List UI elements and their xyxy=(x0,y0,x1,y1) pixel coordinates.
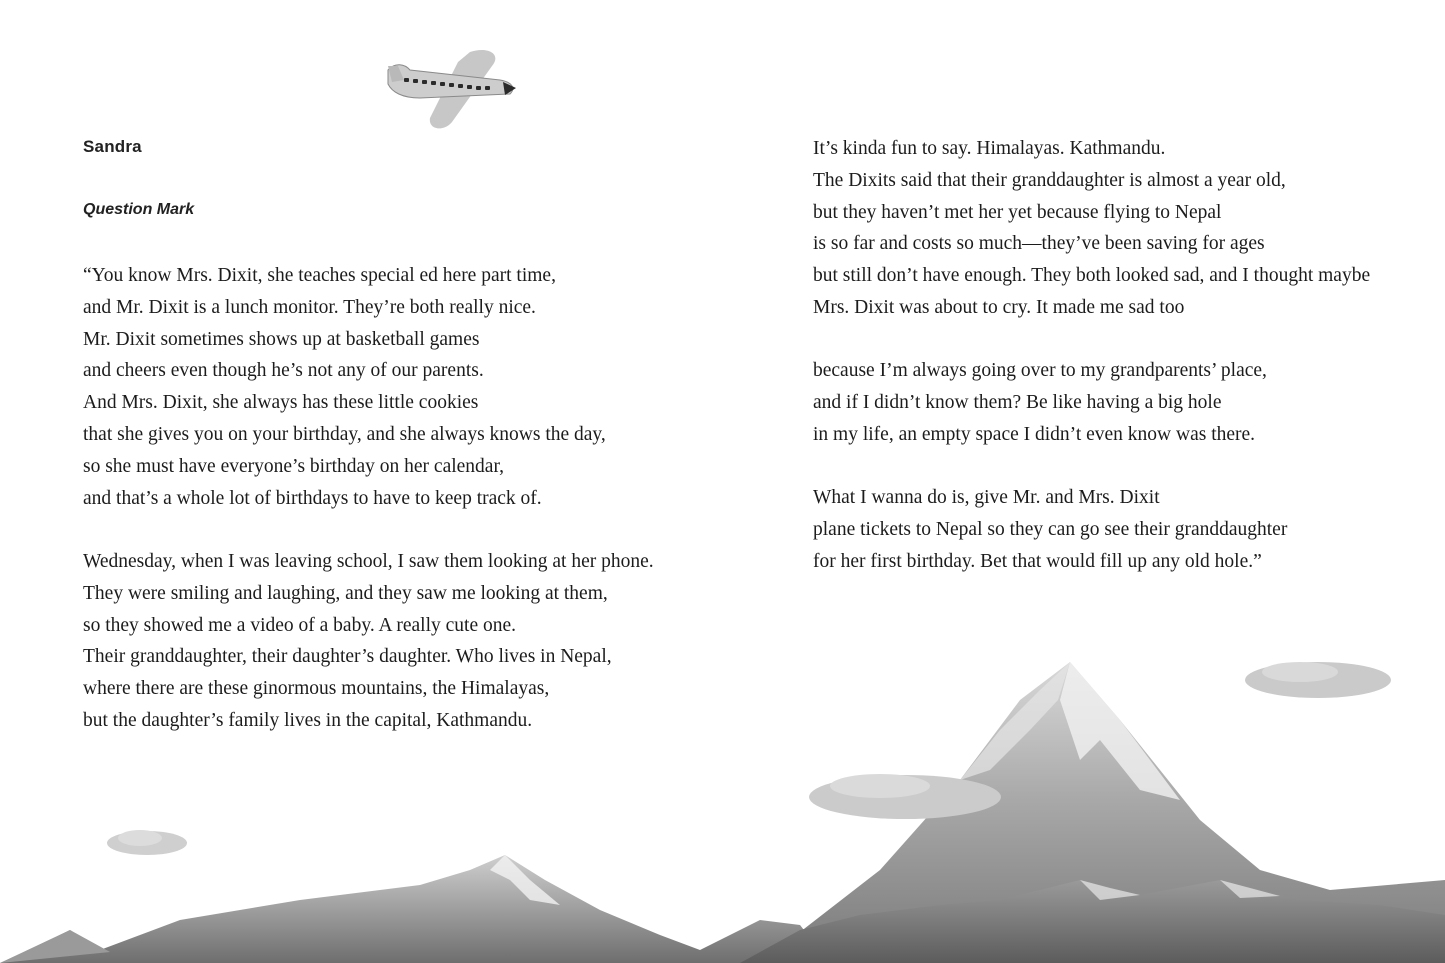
cloud xyxy=(107,830,187,855)
poem-line: but still don’t have enough. They both looked sad, and I thought maybe xyxy=(813,265,1371,287)
poem-line: What I wanna do is, give Mr. and Mrs. Dixit xyxy=(813,487,1160,508)
left-stanza-2 xyxy=(83,546,654,737)
poem-line: Mrs. Dixit was about to cry. It made me sad too xyxy=(813,296,1185,318)
mountain-range xyxy=(0,855,830,963)
poem-line: but they haven’t met her yet because flying to Nepal xyxy=(813,201,1222,223)
poem-line: and if I didn’t know them? Be like having a big hole xyxy=(813,391,1222,413)
right-stanza-2 xyxy=(813,355,1267,450)
right-stanza-1 xyxy=(813,133,1370,324)
poem-line: “You know Mrs. Dixit, she teaches special ed here part time, xyxy=(83,265,556,286)
poem-line: The Dixits said that their granddaughter is almost a year old, xyxy=(813,169,1286,191)
poem-line: but the daughter’s family lives in the capital, Kathmandu. xyxy=(83,709,533,731)
poem-line: and that’s a whole lot of birthdays to have to keep track of. xyxy=(83,487,542,509)
poem-line: so they showed me a video of a baby. A really cute one. xyxy=(83,614,517,636)
poem-line: Mr. Dixit sometimes shows up at basketball games xyxy=(83,328,480,350)
left-stanza-1 xyxy=(83,260,606,514)
poem-line: that she gives you on your birthday, and she always knows the day, xyxy=(83,423,606,445)
poem-line: in my life, an empty space I didn’t even know was there. xyxy=(813,423,1256,445)
poem-line: Their granddaughter, their daughter’s daughter. Who lives in Nepal, xyxy=(83,646,612,668)
right-stanza-3 xyxy=(813,482,1287,577)
poem-line: plane tickets to Nepal so they can go see their granddaughter xyxy=(813,518,1288,540)
poem-line: They were smiling and laughing, and they saw me looking at them, xyxy=(83,582,608,604)
poem-line: It’s kinda fun to say. Himalayas. Kathmandu. xyxy=(813,138,1166,159)
poem-line: where there are these ginormous mountains, the Himalayas, xyxy=(83,678,550,700)
airplane-icon xyxy=(388,50,516,128)
cloud xyxy=(1245,662,1391,698)
poem-line: Wednesday, when I was leaving school, I saw them looking at her phone. xyxy=(83,551,654,572)
poem-title: Question Mark xyxy=(83,201,195,218)
poem-line: And Mrs. Dixit, she always has these little cookies xyxy=(83,392,479,414)
poem-line: because I’m always going over to my grandparents’ place, xyxy=(813,360,1267,381)
poem-line: for her first birthday. Bet that would fill up any old hole.” xyxy=(813,550,1262,572)
poem-line: and Mr. Dixit is a lunch monitor. They’re both really nice. xyxy=(83,296,536,318)
poem-line: and cheers even though he’s not any of our parents. xyxy=(83,360,484,382)
speaker-name: Sandra xyxy=(83,137,142,156)
poem-line: so she must have everyone’s birthday on her calendar, xyxy=(83,455,505,477)
poem-line: is so far and costs so much—they’ve been saving for ages xyxy=(813,233,1265,255)
